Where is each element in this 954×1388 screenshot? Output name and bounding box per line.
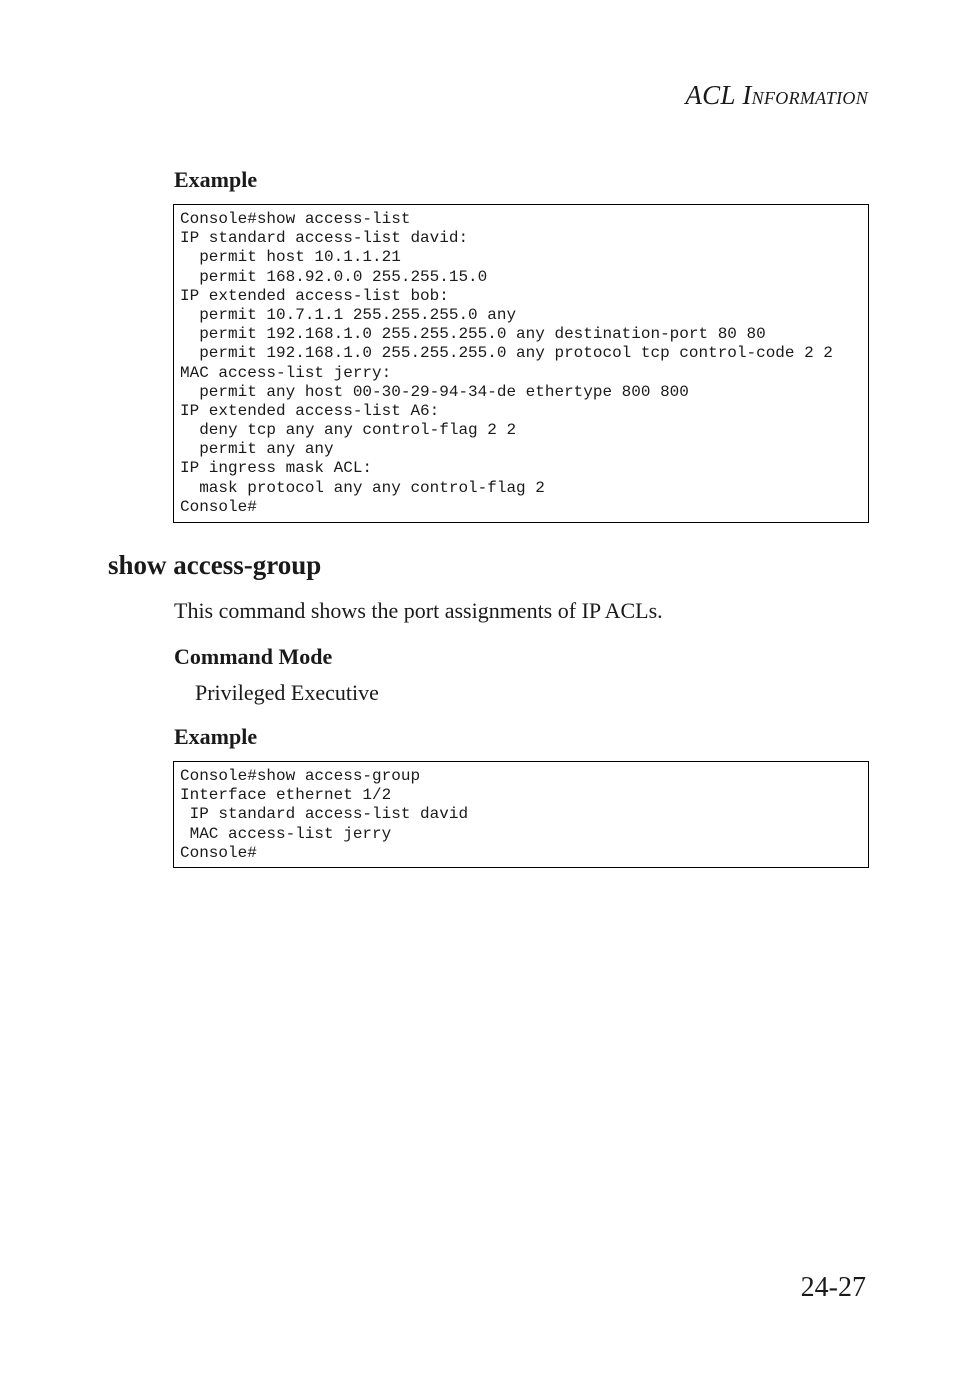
code-block-show-access-group: [173, 761, 869, 868]
command-mode-value: Privileged Executive: [195, 680, 379, 705]
running-header: [685, 80, 868, 111]
code-line: mask protocol any any control-flag 2: [180, 478, 545, 497]
code-line: Console#show access-list: [180, 210, 411, 228]
code-line: permit 10.7.1.1 255.255.255.0 any: [180, 305, 517, 324]
code-block-show-access-list: [173, 204, 869, 523]
code-line: Interface ethernet 1/2: [180, 786, 392, 805]
code-line: permit 192.168.1.0 255.255.255.0 any protocol tcp control-code 2 2: [180, 344, 833, 363]
code-line: Console#: [180, 497, 257, 516]
code-line: Console#: [180, 843, 257, 862]
code-line: IP standard access-list david:: [180, 229, 469, 248]
section-description: This command shows the port assignments of IP ACLs.: [174, 598, 663, 623]
code-line: IP extended access-list bob:: [180, 286, 449, 305]
section-title: show access-group: [108, 550, 322, 580]
code-line: MAC access-list jerry:: [180, 363, 392, 382]
example-heading-2: Example: [174, 724, 258, 749]
code-line: permit host 10.1.1.21: [180, 248, 401, 267]
code-line: permit 168.92.0.0 255.255.15.0: [180, 267, 488, 286]
code-line: Console#show access-group: [180, 767, 421, 785]
running-header-smallcaps: NFORMATION: [751, 88, 868, 108]
page-number: 24-27: [800, 1272, 866, 1303]
code-line: IP extended access-list A6:: [180, 401, 440, 420]
code-line: permit 192.168.1.0 255.255.255.0 any destination-port 80 80: [180, 325, 766, 344]
code-line: MAC access-list jerry: [180, 824, 392, 843]
code-line: permit any host 00-30-29-94-34-de ethertype 800 800: [180, 382, 689, 401]
command-mode-heading: Command Mode: [174, 644, 333, 669]
example-heading-1: Example: [174, 167, 258, 192]
code-line: deny tcp any any control-flag 2 2: [180, 421, 517, 440]
code-line: IP standard access-list david: [180, 805, 469, 824]
code-line: permit any any: [180, 440, 334, 459]
running-header-main: ACL I: [685, 80, 752, 110]
code-line: IP ingress mask ACL:: [180, 459, 373, 478]
